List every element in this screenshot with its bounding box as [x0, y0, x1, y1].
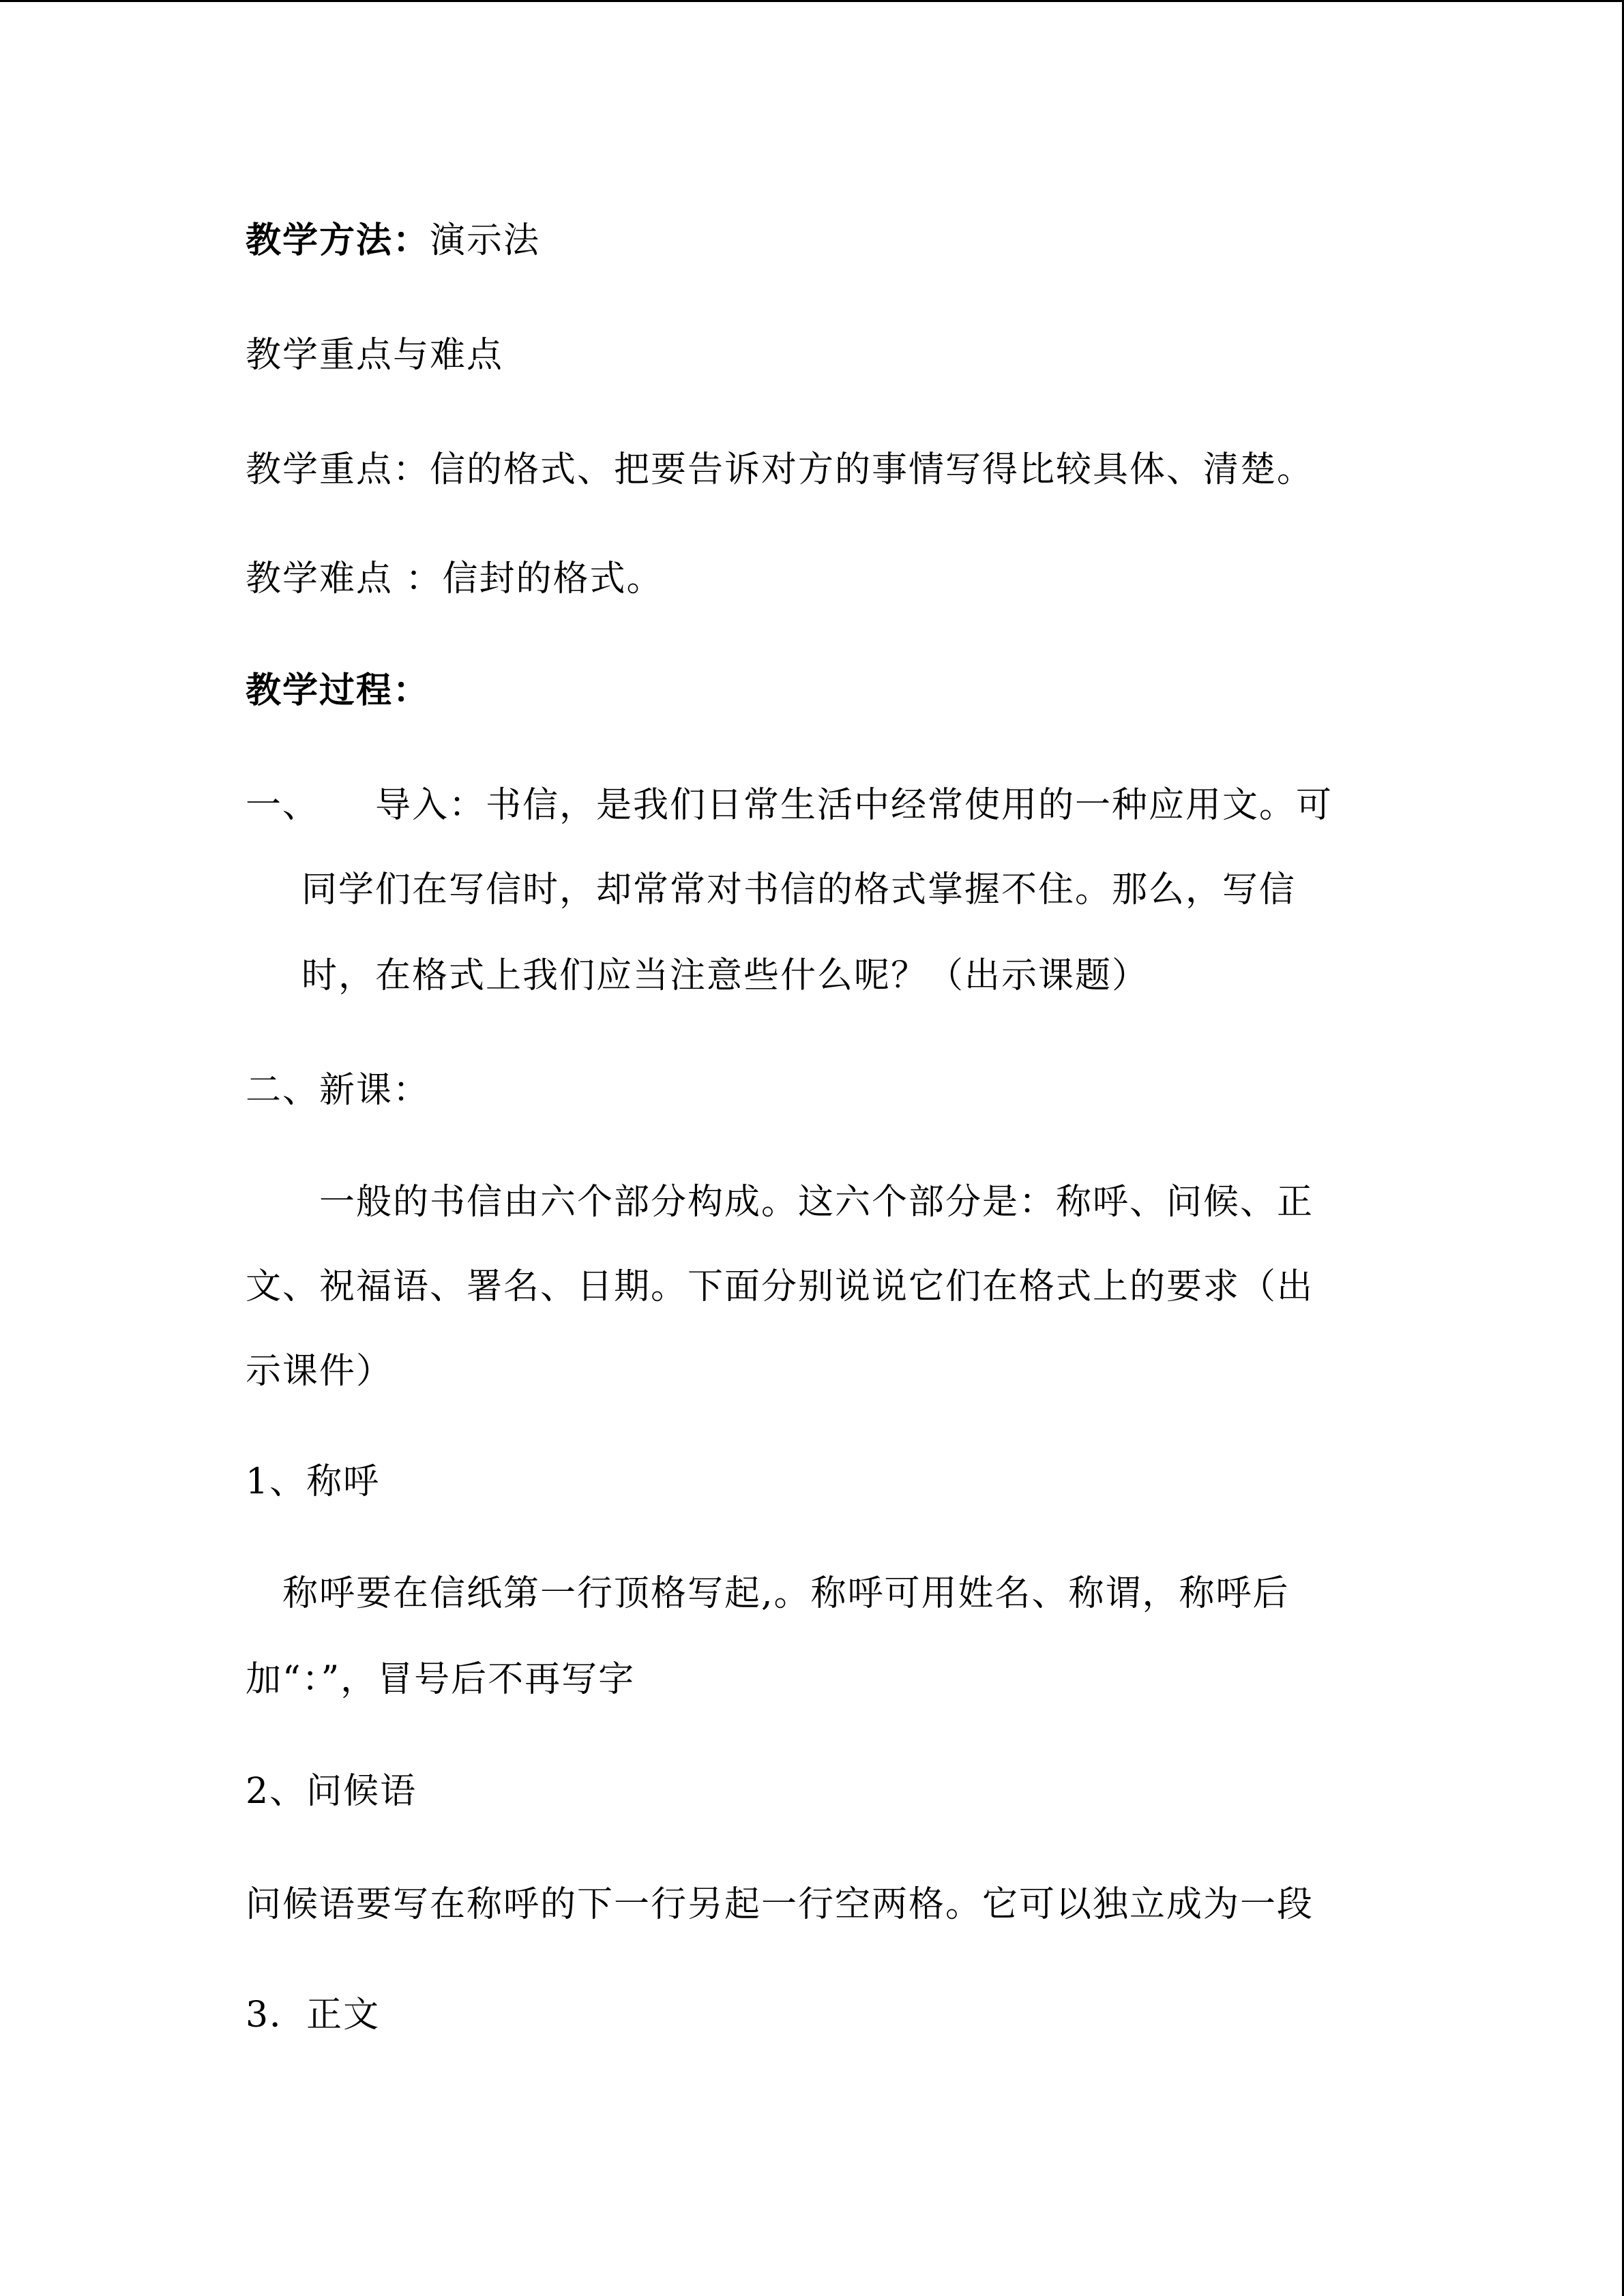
- focus-heading: 教学重点与难点: [246, 335, 504, 376]
- item-2-line-1: 问候语要写在称呼的下一行另起一行空两格。它可以独立成为一段: [246, 1884, 1314, 1925]
- paragraph-1-line-1: 一般的书信由六个部分构成。这六个部分是：称呼、问候、正: [246, 1182, 1314, 1223]
- teaching-method-line: [246, 219, 540, 263]
- teaching-method-value: 演示法: [430, 220, 541, 261]
- intro-line-3: 时，在格式上我们应当注意些什么呢？（出示课题）: [301, 955, 1149, 996]
- item-1-title: 1、称呼: [246, 1461, 381, 1502]
- difficulty-line: 教学难点 ：信封的格式。: [246, 558, 664, 599]
- process-heading: 教学过程：: [246, 670, 430, 711]
- item-2-title: 2、问候语: [246, 1771, 417, 1812]
- item-3-title: 3．正文: [246, 1995, 381, 2036]
- intro-line-2: 同学们在写信时，却常常对书信的格式掌握不住。那么，写信: [301, 869, 1297, 910]
- intro-line-1: 一、 导入：书信，是我们日常生活中经常使用的一种应用文。可: [246, 785, 1333, 826]
- new-lesson-heading: 二、新课：: [246, 1070, 430, 1111]
- paragraph-1-line-2: 文、祝福语、署名、日期。下面分别说说它们在格式上的要求（出: [246, 1266, 1314, 1307]
- key-point-line: 教学重点：信的格式、把要告诉对方的事情写得比较具体、清楚。: [246, 449, 1314, 490]
- item-1-line-2: 加“：”，冒号后不再写字: [246, 1659, 636, 1700]
- item-1-line-1: 称呼要在信纸第一行顶格写起,。称呼可用姓名、称谓，称呼后: [246, 1573, 1290, 1614]
- paragraph-1-line-3: 示课件）: [246, 1351, 394, 1392]
- teaching-method-label: 教学方法：: [246, 220, 430, 261]
